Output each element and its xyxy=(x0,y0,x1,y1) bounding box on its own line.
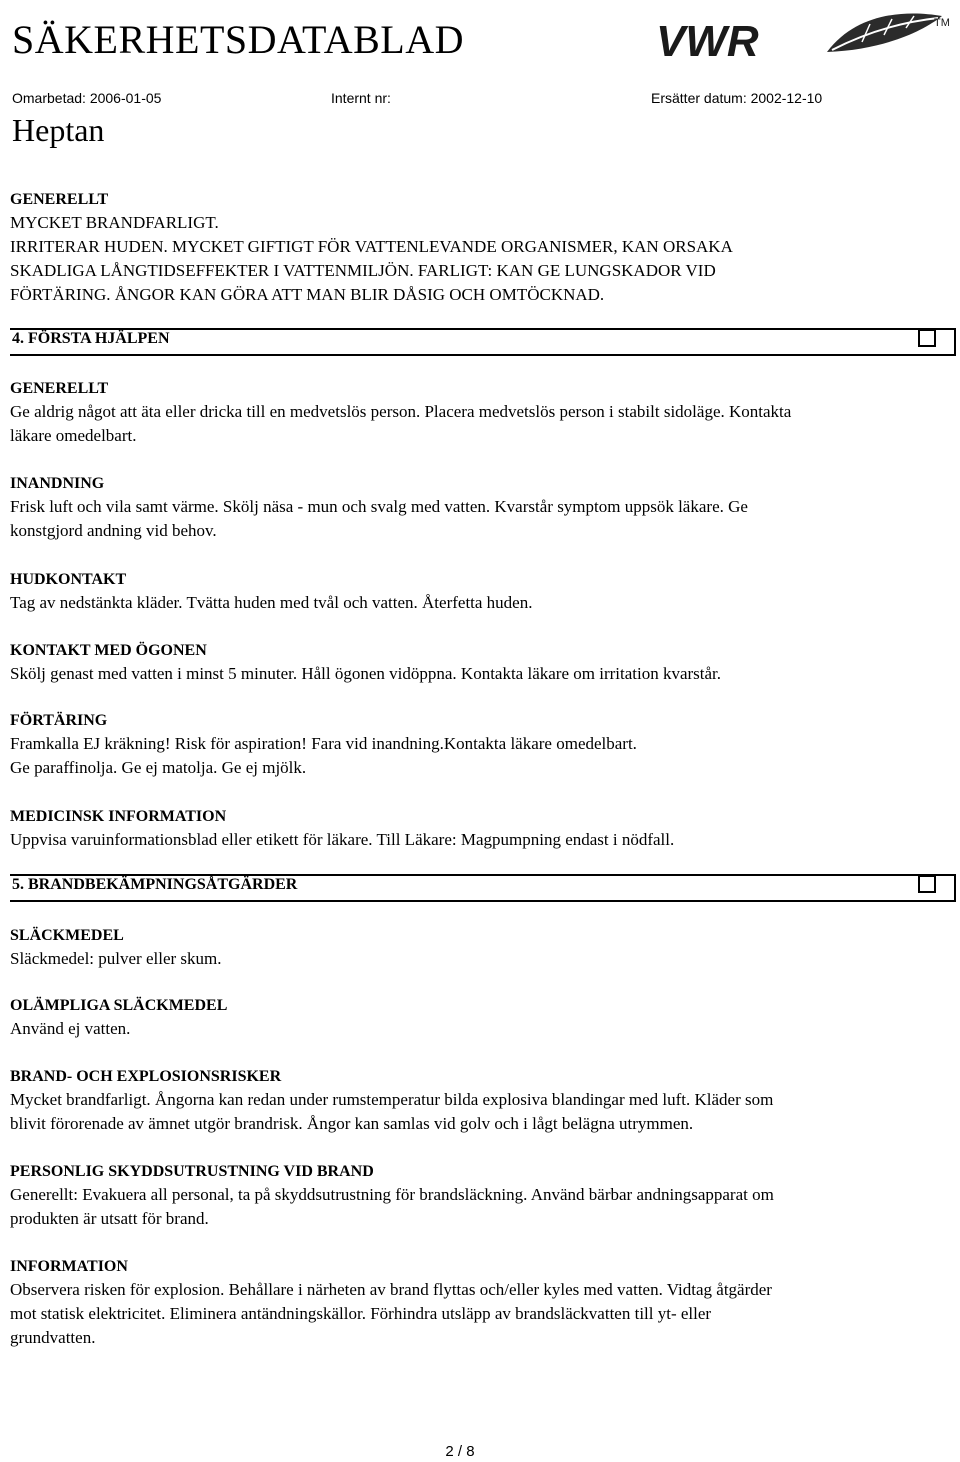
section-5-bottom-rule xyxy=(10,900,956,902)
unsuitable-media xyxy=(10,995,955,1041)
first-aid-skin xyxy=(10,569,955,615)
general-top-block xyxy=(10,189,955,307)
replaces-date: Ersätter datum: 2002-12-10 xyxy=(651,90,823,106)
fire-ppe xyxy=(10,1161,955,1231)
section-4-checkbox[interactable] xyxy=(918,329,936,347)
first-aid-general-label: GENERELLT xyxy=(10,380,109,397)
first-aid-eyes xyxy=(10,640,955,686)
page-number: 2 / 8 xyxy=(445,1443,475,1460)
eye-contact-label: KONTAKT MED ÖGONEN xyxy=(10,642,207,659)
fire-risk-label: BRAND- OCH EXPLOSIONSRISKER xyxy=(10,1068,282,1085)
section-5-header xyxy=(10,874,956,900)
fire-risk-line: blivit förorenade av ämnet utgör brandrisk. Ångor kan samlas vid golv och i lågt belägna utrymmen. xyxy=(10,1114,694,1133)
general-line: MYCKET BRANDFARLIGT. xyxy=(10,213,219,232)
section-4-header xyxy=(10,328,956,354)
section-5-title: 5. BRANDBEKÄMPNINGSÅTGÄRDER xyxy=(12,876,298,893)
fire-ppe-line: produkten är utsatt för brand. xyxy=(10,1209,209,1228)
unsuitable-line: Använd ej vatten. xyxy=(10,1019,131,1038)
product-name: Heptan xyxy=(12,112,105,148)
ingestion-label: FÖRTÄRING xyxy=(10,712,108,729)
general-line: IRRITERAR HUDEN. MYCKET GIFTIGT FÖR VATTENLEVANDE ORGANISMER, KAN ORSAKA xyxy=(10,237,733,256)
first-aid-inhalation xyxy=(10,473,955,543)
inhalation-label: INANDNING xyxy=(10,475,105,492)
medical-info-line: Uppvisa varuinformationsblad eller etikett för läkare. Till Läkare: Magpumpning endast i nödfall. xyxy=(10,830,675,849)
section-4-top-rule xyxy=(10,328,956,330)
ingestion-line: Framkalla EJ kräkning! Risk för aspiration! Fara vid inandning.Kontakta läkare omedelbart. xyxy=(10,734,637,753)
fire-explosion-risks xyxy=(10,1066,955,1136)
fire-ppe-label: PERSONLIG SKYDDSUTRUSTNING VID BRAND xyxy=(10,1163,374,1180)
extinguishing-line: Släckmedel: pulver eller skum. xyxy=(10,949,222,968)
logo-trademark: TM xyxy=(934,17,950,29)
fire-info-label: INFORMATION xyxy=(10,1258,128,1275)
skin-contact-line: Tag av nedstänkta kläder. Tvätta huden med tvål och vatten. Återfetta huden. xyxy=(10,593,533,612)
general-line: FÖRTÄRING. ÅNGOR KAN GÖRA ATT MAN BLIR DÅSIG OCH OMTÖCKNAD. xyxy=(10,285,605,304)
fire-information xyxy=(10,1256,955,1350)
inhalation-line: konstgjord andning vid behov. xyxy=(10,521,217,540)
skin-contact-label: HUDKONTAKT xyxy=(10,571,127,588)
medical-info-label: MEDICINSK INFORMATION xyxy=(10,808,227,825)
ingestion-line: Ge paraffinolja. Ge ej matolja. Ge ej mjölk. xyxy=(10,758,307,777)
fire-info-line: mot statisk elektricitet. Eliminera antändningskällor. Förhindra utsläpp av brandsläckvatten till yt- eller xyxy=(10,1304,712,1323)
first-aid-medical xyxy=(10,806,955,852)
eye-contact-line: Skölj genast med vatten i minst 5 minuter. Håll ögonen vidöppna. Kontakta läkare om irritation kvarstår. xyxy=(10,664,722,683)
first-aid-general-line: Ge aldrig något att äta eller dricka till en medvetslös person. Placera medvetslös person i stabilt sidoläge. Kontakta xyxy=(10,402,792,421)
vwr-leaf-icon xyxy=(827,13,942,52)
logo-wordmark: VWR xyxy=(656,17,759,66)
inhalation-line: Frisk luft och vila samt värme. Skölj näsa - mun och svalg med vatten. Kvarstår symptom uppsök läkare. Ge xyxy=(10,497,748,516)
section-4-title: 4. FÖRSTA HJÄLPEN xyxy=(12,330,170,347)
revised-date: Omarbetad: 2006-01-05 xyxy=(12,90,162,106)
fire-risk-line: Mycket brandfarligt. Ångorna kan redan under rumstemperatur bilda explosiva blandingar med luft. Kläder som xyxy=(10,1090,774,1109)
general-line: SKADLIGA LÅNGTIDSEFFEKTER I VATTENMILJÖN. FARLIGT: KAN GE LUNGSKADOR VID xyxy=(10,261,716,280)
fire-info-line: grundvatten. xyxy=(10,1328,96,1347)
fire-info-line: Observera risken för explosion. Behållare i närheten av brand flyttas och/eller kyles med vatten. Vidtag åtgärder xyxy=(10,1280,772,1299)
first-aid-ingestion xyxy=(10,710,955,780)
vwr-logo xyxy=(652,2,952,72)
fire-ppe-line: Generellt: Evakuera all personal, ta på skyddsutrustning för brandsläckning. Använd bärbar andningsapparat om xyxy=(10,1185,774,1204)
internal-number: Internt nr: xyxy=(331,90,391,106)
section-5-checkbox[interactable] xyxy=(918,875,936,893)
document-title: SÄKERHETSDATABLAD xyxy=(12,17,464,62)
general-label: GENERELLT xyxy=(10,191,109,208)
section-4-bottom-rule xyxy=(10,354,956,356)
first-aid-general xyxy=(10,378,955,448)
section-5-top-rule xyxy=(10,874,956,876)
first-aid-general-line: läkare omedelbart. xyxy=(10,426,137,445)
extinguishing-label: SLÄCKMEDEL xyxy=(10,927,124,944)
unsuitable-label: OLÄMPLIGA SLÄCKMEDEL xyxy=(10,997,228,1014)
extinguishing-media xyxy=(10,925,955,971)
